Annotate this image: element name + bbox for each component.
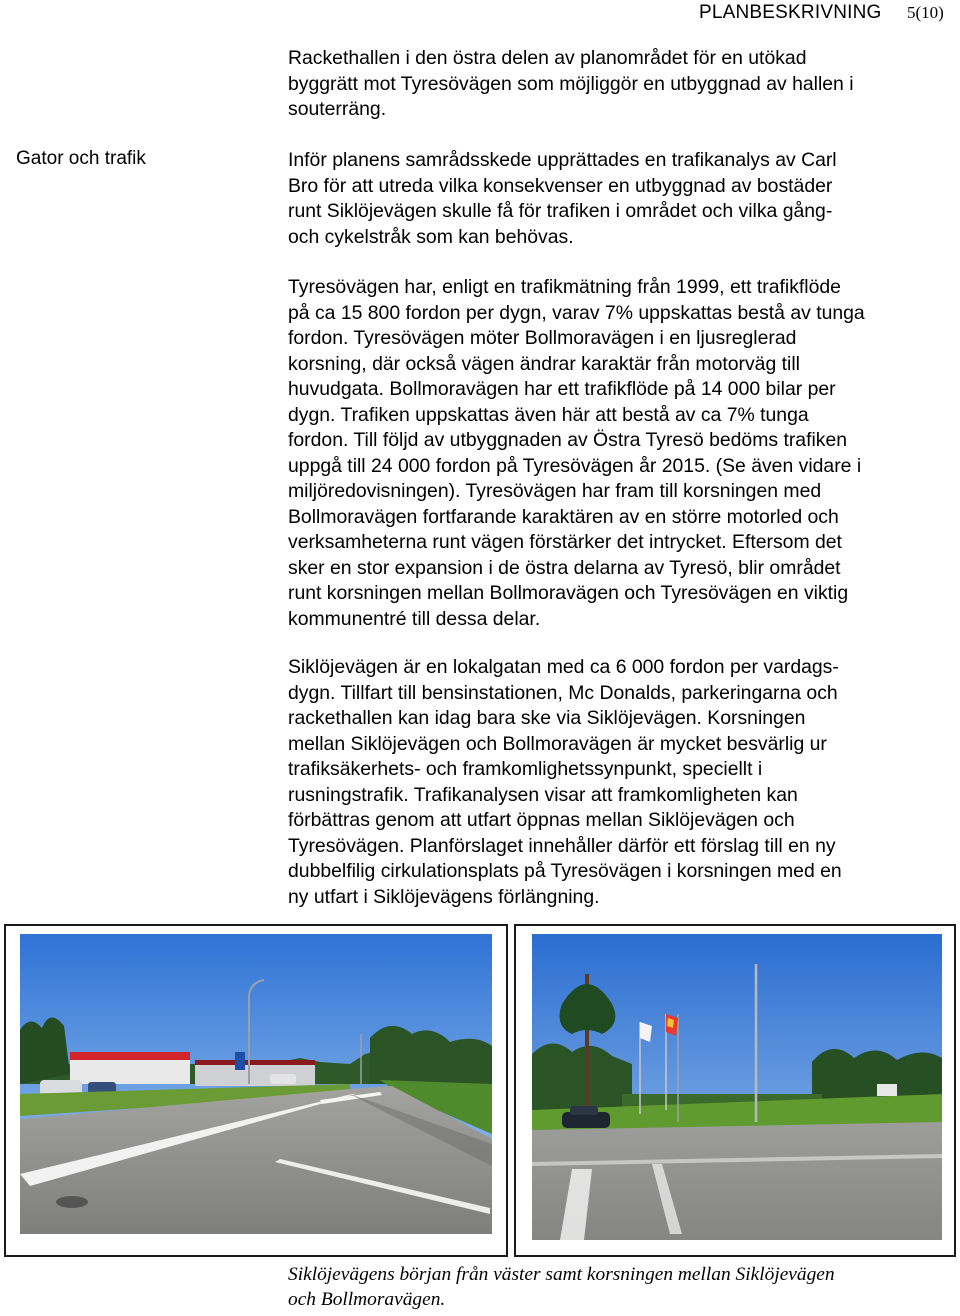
figure-caption — [288, 1262, 948, 1312]
text-line: ny utfart i Siklöjevägens förlängning. — [288, 885, 600, 908]
text-line: trafiksäkerhets- och framkomlighetssynpunkt, speciellt i — [288, 758, 763, 780]
text-line: och cykelstråk som kan behövas. — [288, 225, 574, 248]
text-line: Bro för att utreda vilka konsekvenser en utbyggnad av bostäder — [288, 174, 833, 197]
text-line: sker en stor expansion i de östra delarna av Tyresö, blir området — [288, 556, 841, 579]
text-line: dygn. Trafiken uppskattas även här att bestå av ca 7% tunga — [288, 403, 809, 426]
photo-road-petrol-station — [20, 934, 492, 1234]
text-line: Siklöjevägen är en lokalgatan med ca 6 000 fordon per vardags- — [288, 656, 839, 678]
text-line: huvudgata. Bollmoravägen har ett trafikflöde på 14 000 bilar per — [288, 378, 836, 400]
text-line: förbättras genom att utfart öppnas mellan Siklöjevägen och — [288, 809, 795, 831]
text-line: byggrätt mot Tyresövägen som möjliggör en utbyggnad av hallen i — [288, 72, 854, 95]
photo-frame-left — [4, 924, 508, 1257]
text-line: mellan Siklöjevägen och Bollmoravägen är mycket besvärlig ur — [288, 732, 827, 755]
caption-line: Siklöjevägens början från väster samt korsningen mellan Siklöjevägen — [288, 1264, 835, 1285]
section-heading: Gator och trafik — [16, 148, 146, 169]
text-line: dubbelfilig cirkulationsplats på Tyresövägen i korsningen med en — [288, 860, 842, 882]
text-line: fordon. Tyresövägen möter Bollmoravägen i en ljusreglerad — [288, 327, 797, 349]
text-line: verksamheterna runt vägen förstärker det intrycket. Eftersom det — [288, 531, 842, 553]
page-number: 5(10) — [907, 3, 944, 22]
text-line: rackethallen kan idag bara ske via Siklöjevägen. Korsningen — [288, 707, 806, 729]
text-line: runt korsningen mellan Bollmoravägen och Tyresövägen en viktig — [288, 582, 849, 604]
text-line: på ca 15 800 fordon per dygn, varav 7% uppskattas bestå av tunga — [288, 301, 865, 324]
text-line: dygn. Tillfart till bensinstationen, Mc Donalds, parkeringarna och — [288, 681, 838, 704]
paragraph-trafikanalys — [288, 148, 954, 250]
caption-line: och Bollmoravägen. — [288, 1289, 446, 1310]
text-line: kommunentré till dessa delar. — [288, 607, 541, 630]
text-line: Tyresövägen har, enligt en trafikmätning från 1999, ett trafikflöde — [288, 276, 841, 298]
text-line: Bollmoravägen fortfarande karaktären av en större motorled och — [288, 505, 839, 528]
text-line: fordon. Till följd av utbyggnaden av Östra Tyresö bedöms trafiken — [288, 429, 848, 451]
photo-road-junction — [532, 934, 942, 1240]
paragraph-siklojevagen — [288, 655, 954, 910]
page-header — [0, 0, 960, 30]
photo-frame-right — [514, 924, 956, 1257]
paragraph-tyresovagen — [288, 275, 954, 632]
text-line: Inför planens samrådsskede upprättades en trafikanalys av Carl — [288, 149, 837, 171]
text-line: uppgå till 24 000 fordon på Tyresövägen år 2015. (Se även vidare i — [288, 454, 862, 477]
text-line: Tyresövägen. Planförslaget innehåller därför ett förslag till en ny — [288, 834, 836, 857]
paragraph-rackethallen — [288, 46, 954, 123]
text-line: souterräng. — [288, 98, 387, 120]
document-title: PLANBESKRIVNING — [699, 2, 882, 23]
text-line: rusningstrafik. Trafikanalysen visar att framkomligheten kan — [288, 783, 798, 806]
text-line: miljöredovisningen). Tyresövägen har fram till korsningen med — [288, 480, 822, 502]
text-line: korsning, där också vägen ändrar karaktär från motorväg till — [288, 352, 800, 375]
text-line: Rackethallen i den östra delen av planområdet för en utökad — [288, 47, 807, 69]
text-line: runt Siklöjevägen skulle få för trafiken i området och vilka gång- — [288, 200, 833, 222]
